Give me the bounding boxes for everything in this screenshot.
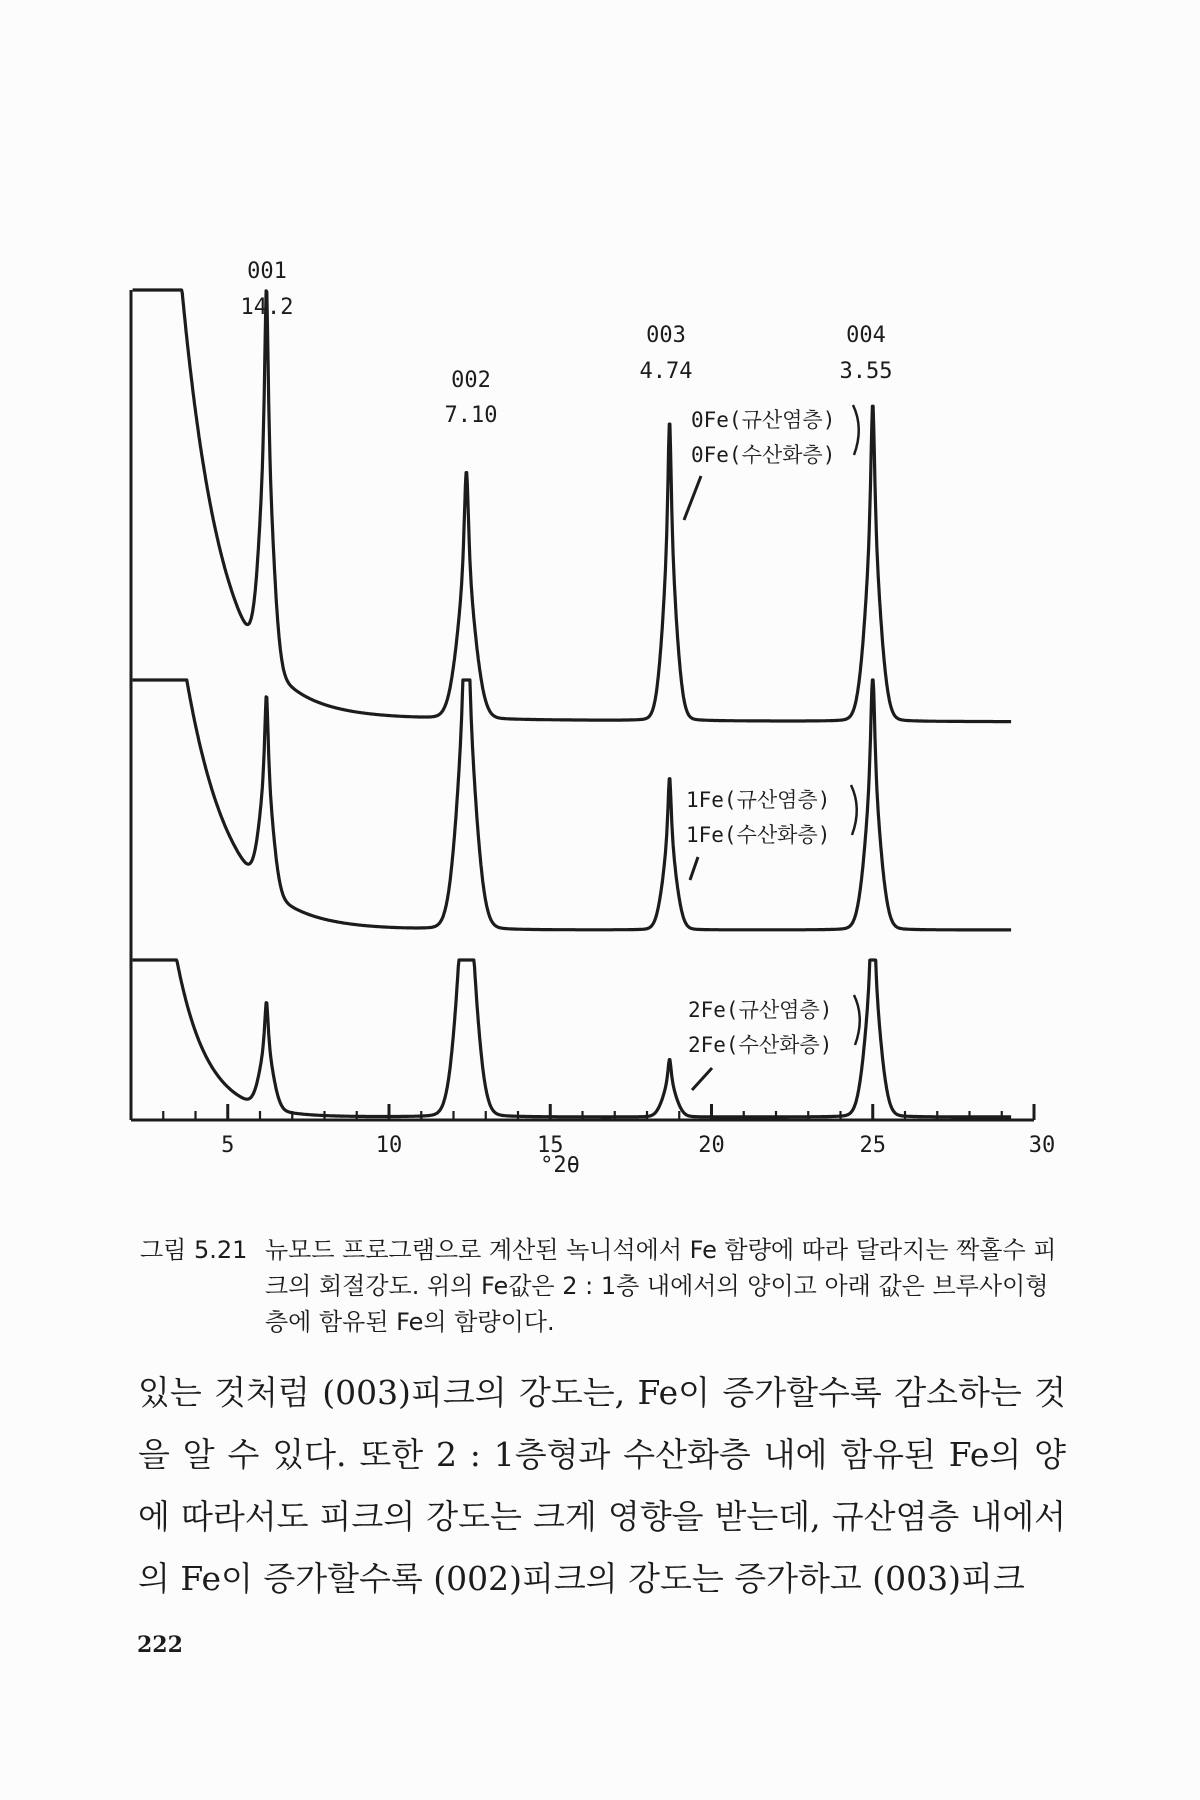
peak-d-spacing: 14.2 <box>240 295 294 320</box>
trace-label-line: 0Fe(규산염층) <box>691 408 836 432</box>
peak-index: 001 <box>247 259 287 284</box>
trace-label-line: 1Fe(규산염층) <box>686 788 831 812</box>
page-number: 222 <box>137 1632 183 1658</box>
figure-caption <box>140 1232 1070 1340</box>
leader-line <box>690 857 698 880</box>
trace-2fe <box>133 960 1012 1117</box>
x-tick-label: 20 <box>698 1133 725 1158</box>
body-paragraph: 있는 것처럼 (003)피크의 강도는, Fe이 증가할수록 감소하는 것을 알 수 있다. 또한 2 : 1층형과 수산화층 내에 함유된 Fe의 양에 따라서도 피크의 강도는 크게 영향을 받는데, 규산염층 내에서의 Fe이 증가할수록 (002)피크의 강도는 증가하고 (003)피크 <box>138 1373 1066 1598</box>
x-tick-label: 30 <box>1028 1133 1056 1158</box>
x-axis-label: °2θ <box>540 1153 580 1178</box>
trace-label-line: 2Fe(수산화층) <box>688 1033 833 1057</box>
trace-label-line: 0Fe(수산화층) <box>691 443 836 467</box>
trace-label-1fe <box>686 785 857 880</box>
x-tick-label: 15 <box>537 1133 564 1158</box>
x-tick-label: 25 <box>859 1133 886 1158</box>
peak-d-spacing: 4.74 <box>639 359 693 384</box>
trace-1fe <box>133 680 1012 930</box>
x-tick-label: 10 <box>375 1133 403 1158</box>
peak-index: 004 <box>846 323 886 348</box>
figure-caption-label: 그림 5.21 <box>140 1236 248 1264</box>
trace-label-bracket <box>851 785 857 835</box>
x-tick-label: 5 <box>221 1133 235 1158</box>
peak-d-spacing: 7.10 <box>444 403 498 428</box>
trace-0fe <box>133 290 1012 722</box>
trace-label-line: 2Fe(규산염층) <box>688 998 833 1022</box>
peak-d-spacing: 3.55 <box>839 359 893 384</box>
peak-label-004 <box>840 323 893 384</box>
trace-label-bracket <box>853 405 859 455</box>
peak-label-003 <box>640 323 693 384</box>
trace-label-0fe <box>684 405 859 520</box>
leader-line <box>684 476 701 520</box>
trace-label-bracket <box>854 995 860 1045</box>
trace-label-2fe <box>688 995 860 1090</box>
peak-label-002 <box>445 368 498 428</box>
leader-line <box>692 1068 712 1090</box>
peak-index: 003 <box>646 323 686 348</box>
figure-caption-text: 뉴모드 프로그램으로 계산된 녹니석에서 Fe 함량에 따라 달라지는 짝홀수 피크의 회절강도. 위의 Fe값은 2 : 1층 내에서의 양이고 아래 값은 브루사이형 층에 함유된 Fe의 함량이다. <box>265 1236 1057 1336</box>
trace-label-line: 1Fe(수산화층) <box>686 823 831 847</box>
peak-index: 002 <box>451 368 491 393</box>
x-axis-tick-labels <box>221 1133 1055 1158</box>
